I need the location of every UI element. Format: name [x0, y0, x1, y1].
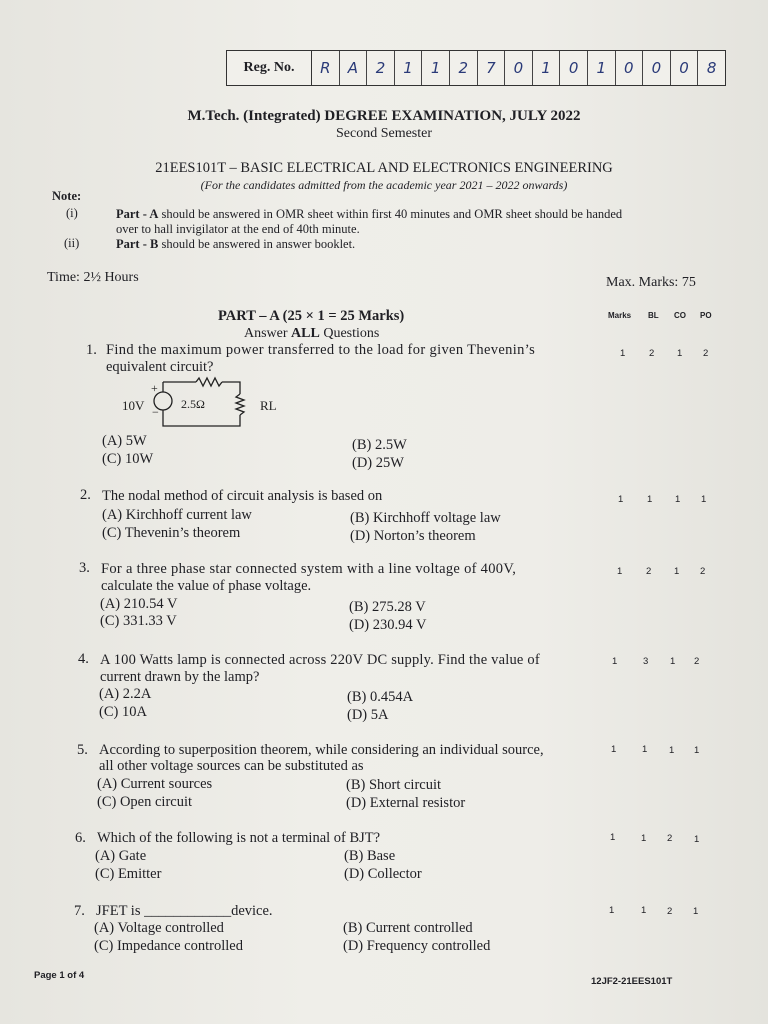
- reg-no-digit: R: [312, 51, 340, 85]
- q1-number: 1.: [86, 342, 97, 358]
- q1-marks: 1: [620, 348, 626, 359]
- reg-no-digit: 1: [422, 51, 450, 85]
- q7-bl: 1: [641, 905, 647, 916]
- q6-bl: 1: [641, 833, 647, 844]
- source-minus: −: [152, 405, 159, 419]
- q2-co: 1: [675, 494, 681, 505]
- reg-no-label: Reg. No.: [227, 51, 312, 85]
- q7-option-a: (A) Voltage controlled: [94, 920, 224, 936]
- q4-po: 2: [694, 656, 700, 667]
- circuit-wire-top-right: [222, 382, 240, 394]
- q3-text-2: calculate the value of phase voltage.: [101, 578, 312, 594]
- q3-text: For a three phase star connected system with a line voltage of 400V,: [101, 561, 517, 577]
- reg-no-digit: 2: [450, 51, 478, 85]
- q4-co: 1: [670, 656, 676, 667]
- q4-option-c: (C) 10A: [99, 704, 147, 720]
- q7-co: 2: [667, 906, 673, 917]
- q4-bl: 3: [643, 656, 649, 667]
- q2-option-c: (C) Thevenin’s theorem: [102, 525, 241, 541]
- q1-option-a: (A) 5W: [102, 433, 147, 449]
- resistor-value: 2.5Ω: [181, 397, 205, 411]
- note-item-1-line2: over to hall invigilator at the end of 40th minute.: [116, 222, 360, 236]
- q2-text: The nodal method of circuit analysis is based on: [102, 488, 383, 504]
- reg-no-digit: 0: [505, 51, 533, 85]
- thevenin-circuit: [118, 372, 298, 432]
- q2-option-a: (A) Kirchhoff current law: [102, 507, 252, 523]
- q3-option-b: (B) 275.28 V: [349, 599, 426, 615]
- q5-co: 1: [669, 745, 675, 756]
- q1-po: 2: [703, 348, 709, 359]
- q1-option-d: (D) 25W: [352, 455, 404, 471]
- reg-no-digit: 7: [478, 51, 506, 85]
- reg-no-digit: A: [340, 51, 368, 85]
- q5-option-c: (C) Open circuit: [97, 794, 193, 810]
- q5-text: According to superposition theorem, while considering an individual source,: [99, 742, 544, 758]
- q4-text: A 100 Watts lamp is connected across 220V DC supply. Find the value of: [100, 652, 540, 668]
- q2-option-b: (B) Kirchhoff voltage law: [350, 510, 501, 526]
- q7-option-d: (D) Frequency controlled: [343, 938, 491, 954]
- q6-po: 1: [694, 834, 700, 845]
- q3-option-d: (D) 230.94 V: [349, 617, 427, 633]
- reg-no-digit: 0: [671, 51, 699, 85]
- q1-co: 1: [677, 348, 683, 359]
- reg-no-digit: 8: [706, 59, 717, 77]
- note-item-2: Part - B should be answered in answer booklet.: [116, 237, 356, 251]
- q6-option-a: (A) Gate: [95, 848, 147, 864]
- col-co: CO: [674, 311, 686, 320]
- load-label: RL: [260, 398, 277, 413]
- q6-option-c: (C) Emitter: [95, 866, 162, 882]
- q5-option-a: (A) Current sources: [97, 776, 213, 792]
- note-label: Note:: [52, 189, 82, 203]
- part-a-instruction: Answer ALL Questions: [244, 326, 380, 341]
- note-item-1: Part - A should be answered in OMR sheet within first 40 minutes and OMR sheet should be handed: [116, 207, 623, 221]
- reg-no-digit: 0: [560, 51, 588, 85]
- q5-option-b: (B) Short circuit: [346, 777, 442, 793]
- load-resistor: [236, 394, 244, 415]
- q3-marks: 1: [617, 566, 623, 577]
- admitted-note: (For the candidates admitted from the academic year 2021 – 2022 onwards): [200, 178, 568, 192]
- q2-number: 2.: [80, 487, 91, 503]
- q7-po: 1: [693, 906, 699, 917]
- note-item-2-num: (ii): [64, 236, 80, 250]
- q1-text: Find the maximum power transferred to the load for given Thevenin’s: [106, 342, 536, 358]
- q5-po: 1: [694, 745, 700, 756]
- q2-po: 1: [701, 494, 707, 505]
- q5-text-2: all other voltage sources can be substituted as: [99, 758, 364, 774]
- q3-co: 1: [674, 566, 680, 577]
- q2-bl: 1: [647, 494, 653, 505]
- col-bl: BL: [648, 311, 659, 320]
- q7-number: 7.: [74, 903, 85, 919]
- q2-marks: 1: [618, 494, 624, 505]
- q7-text: JFET is ____________device.: [96, 903, 273, 919]
- max-marks: Max. Marks: 75: [606, 275, 696, 290]
- source-plus: +: [151, 381, 158, 395]
- col-po: PO: [700, 311, 712, 320]
- q1-option-c: (C) 10W: [102, 451, 154, 467]
- q3-po: 2: [700, 566, 706, 577]
- q3-option-c: (C) 331.33 V: [100, 613, 177, 629]
- q1-text-2: equivalent circuit?: [106, 359, 214, 375]
- q6-marks: 1: [610, 832, 616, 843]
- q6-co: 2: [667, 833, 673, 844]
- part-a-title: PART – A (25 × 1 = 25 Marks): [218, 308, 405, 324]
- reg-no-digit: 0: [616, 51, 644, 85]
- q7-option-c: (C) Impedance controlled: [94, 938, 243, 954]
- q4-option-a: (A) 2.2A: [99, 686, 152, 702]
- q4-text-2: current drawn by the lamp?: [100, 669, 260, 685]
- q1-option-b: (B) 2.5W: [352, 437, 407, 453]
- reg-no-digit: 1: [588, 51, 616, 85]
- col-marks: Marks: [608, 311, 632, 320]
- q2-option-d: (D) Norton’s theorem: [350, 528, 476, 544]
- q5-option-d: (D) External resistor: [346, 795, 466, 811]
- q6-option-b: (B) Base: [344, 848, 396, 864]
- q5-number: 5.: [77, 742, 88, 758]
- q4-number: 4.: [78, 651, 89, 667]
- q4-marks: 1: [612, 656, 618, 667]
- semester: Second Semester: [335, 126, 433, 141]
- q7-marks: 1: [609, 905, 615, 916]
- reg-no-digit: 2: [367, 51, 395, 85]
- q4-option-b: (B) 0.454A: [347, 689, 414, 705]
- reg-no-cells: [312, 51, 725, 85]
- reg-no-digit: 1: [395, 51, 423, 85]
- q1-bl: 2: [649, 348, 655, 359]
- circuit-wire-bottom: [163, 410, 240, 426]
- q4-option-d: (D) 5A: [347, 707, 389, 723]
- q6-option-d: (D) Collector: [344, 866, 422, 882]
- reg-no-box: [226, 50, 726, 86]
- q3-number: 3.: [79, 560, 90, 576]
- page-number: Page 1 of 4: [34, 970, 85, 981]
- reg-no-digit: 0: [643, 51, 671, 85]
- reg-no-digit: 1: [533, 51, 561, 85]
- q5-marks: 1: [611, 744, 617, 755]
- course-title: 21EES101T – BASIC ELECTRICAL AND ELECTRONICS ENGINEERING: [155, 160, 613, 176]
- q5-bl: 1: [642, 744, 648, 755]
- q3-bl: 2: [646, 566, 652, 577]
- q6-number: 6.: [75, 830, 86, 846]
- paper-code: 12JF2-21EES101T: [591, 976, 673, 987]
- q3-option-a: (A) 210.54 V: [100, 596, 178, 612]
- q7-option-b: (B) Current controlled: [343, 920, 473, 936]
- series-resistor: [196, 378, 222, 386]
- time-allowed: Time: 2½ Hours: [47, 270, 139, 285]
- q6-text: Which of the following is not a terminal of BJT?: [97, 830, 381, 846]
- source-label: 10V: [122, 398, 145, 413]
- exam-title: M.Tech. (Integrated) DEGREE EXAMINATION, JULY 2022: [187, 108, 581, 124]
- note-item-1-num: (i): [66, 206, 78, 220]
